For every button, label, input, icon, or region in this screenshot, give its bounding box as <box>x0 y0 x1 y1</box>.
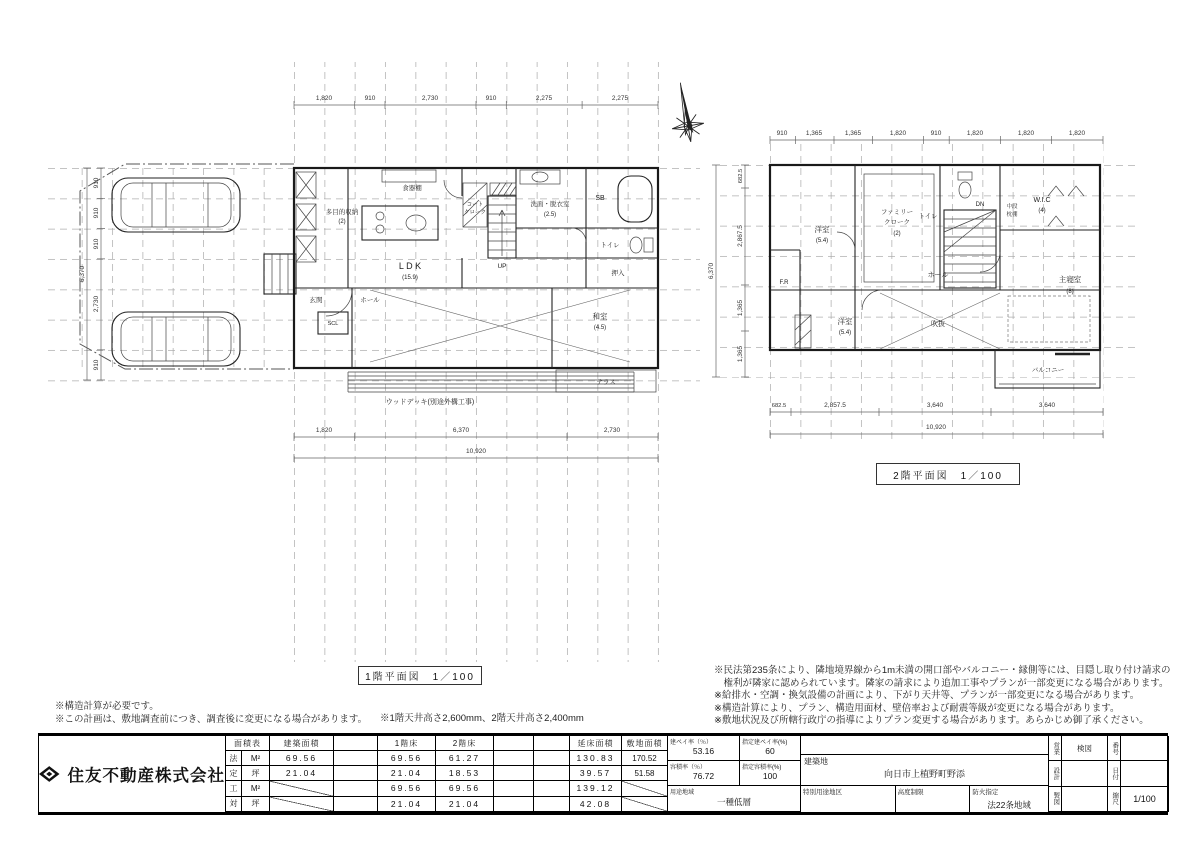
row-label: 工 <box>226 781 242 796</box>
shitei-kenpei-label: 指定建ペイ率(%) <box>742 740 788 746</box>
void-label: 吹抜 <box>931 321 945 328</box>
dim: 1,820 <box>1068 130 1086 137</box>
yoto-value: 一種低層 <box>716 797 751 807</box>
room-label-hall-1f: ホール <box>360 297 380 304</box>
room-label-fr: F.R <box>779 280 789 286</box>
stamp-scale-value: 1/100 <box>1121 787 1169 812</box>
dim: 3,640 <box>1038 402 1056 409</box>
site-zoning-row <box>801 786 1048 812</box>
col-header <box>534 736 570 751</box>
row-label: 対 <box>226 797 242 812</box>
cell: 69.56 <box>378 751 436 766</box>
cell: 21.04 <box>436 797 494 812</box>
room-label-storage: 多目的収納 <box>325 209 359 216</box>
room-label-oshiire: 押入 <box>611 270 625 277</box>
dim: 2,730 <box>93 295 100 313</box>
room-label-master: 主寝室 <box>1058 275 1082 284</box>
dim: 910 <box>930 130 942 137</box>
shitei-kenpei-value: 60 <box>765 746 775 756</box>
room-size-family-closet: (2) <box>893 231 901 237</box>
col-header <box>334 736 378 751</box>
cell <box>494 766 534 781</box>
plan1-caption-text: 1階平面図 1／100 <box>365 672 475 683</box>
wood-deck-label: ウッドデッキ(別途外構工事) <box>385 399 475 406</box>
terrace-label: テラス <box>596 379 616 386</box>
cell <box>334 751 378 766</box>
cell: 139.12 <box>570 781 622 796</box>
stamp-meta-scale: 縮尺 <box>1108 787 1121 812</box>
room-label-family-closet-2: クローク <box>884 219 910 226</box>
bouka-label: 防火指定 <box>972 789 999 796</box>
site-block <box>801 736 1049 812</box>
shitei-yoseki-cell <box>740 761 801 786</box>
yoseki-cell <box>668 761 740 786</box>
row-label: 定 <box>226 766 242 781</box>
cell: 69.56 <box>378 781 436 796</box>
balcony-label: バルコニー <box>1031 367 1065 374</box>
col-header: 建築面積 <box>270 736 334 751</box>
dim: 910 <box>364 95 376 102</box>
site-address-value: 向日市上植野町野添 <box>883 768 965 779</box>
cell <box>494 781 534 796</box>
stamp-meta-number: 番号 <box>1108 736 1121 761</box>
dim: 910 <box>93 177 100 189</box>
col-header: 延床面積 <box>570 736 622 751</box>
dim: 1,820 <box>1017 130 1035 137</box>
room-label-scl: SCL <box>327 321 339 327</box>
col-header: 2階床 <box>436 736 494 751</box>
dim: 910 <box>93 238 100 250</box>
note-ceiling-height-text: ※1階天井高さ2,600mm、2階天井高さ2,400mm <box>380 713 584 724</box>
note-civil-law-1: ※民法第235条により、隣地境界線から1m未満の開口部やバルコニー・縁側等には、目隠し取り付け請求の <box>714 665 1171 676</box>
bouka-cell <box>970 786 1048 812</box>
cell-slashed <box>622 797 668 812</box>
notes-left <box>55 701 367 726</box>
room-label-wic: W.I.C <box>1033 197 1051 204</box>
stamp-role-draft: 製図 <box>1049 787 1062 812</box>
room-label-coat-2: クローク <box>463 210 487 216</box>
cell: 21.04 <box>378 797 436 812</box>
dim: 2,857.5 <box>824 402 846 409</box>
dim: 682.5 <box>771 403 787 409</box>
cell: 130.83 <box>570 751 622 766</box>
yoto-label: 用途地域 <box>670 790 695 796</box>
note-plumbing: ※給排水・空調・換気設備の計画により、下がり天井等、プランが一部変更になる場合があります。 <box>714 690 1140 702</box>
cell-slashed <box>270 781 334 796</box>
stamp-block <box>1049 736 1169 812</box>
site-empty-row <box>801 736 1048 755</box>
cell <box>534 797 570 812</box>
stamp-role-design: 設計 <box>1049 761 1062 786</box>
site-address-label: 建築地 <box>804 756 828 766</box>
dim: 2,730 <box>421 95 439 102</box>
cell <box>334 797 378 812</box>
stairs-dn-label: DN <box>975 202 985 208</box>
area-table <box>226 736 668 812</box>
company-cell <box>39 736 226 812</box>
note-civil-law-2: 権利が隣家に認められています。隣家の請求により追加工事やプランが一部変更になる場合があります。 <box>714 677 1169 689</box>
notes-right <box>714 665 1171 728</box>
col-header <box>494 736 534 751</box>
shelf-label-2: 枕棚 <box>1006 212 1018 218</box>
company-name: 住友不動産株式会社 <box>67 767 225 785</box>
dim: 1,820 <box>966 130 984 137</box>
room-size-ldk: (15.9) <box>402 275 418 281</box>
cell <box>494 751 534 766</box>
dim: 1,820 <box>889 130 907 137</box>
room-size-washitsu: (4.5) <box>593 325 607 331</box>
room-label-bed1: 洋室 <box>814 225 830 234</box>
cell-slashed <box>270 797 334 812</box>
note-site-admin: ※敷地状況及び所轄行政庁の指導によりプラン変更する場合があります。あらかじめ御了承ください。 <box>714 715 1149 727</box>
yoseki-label: 容積率（％） <box>670 765 707 771</box>
dim: 1,820 <box>315 427 333 434</box>
room-size-master: (8) <box>1066 289 1074 295</box>
cell: 39.57 <box>570 766 622 781</box>
yoseki-value: 76.72 <box>692 771 715 781</box>
cell-slashed <box>622 781 668 796</box>
stamp-check-label: 検図 <box>1062 736 1108 761</box>
plan2-caption-text: 2階平面図 1／100 <box>893 470 1003 482</box>
dim-total: 10,920 <box>466 448 486 455</box>
note-survey: ※この計画は、敷地調査前につき、調査後に変更になる場合があります。 <box>55 713 368 725</box>
room-label-toilet-2f: トイレ <box>918 213 938 220</box>
note-ceiling-height <box>380 713 584 726</box>
shelf-label-1: 中段 <box>1006 204 1018 210</box>
stairs-up-label: UP <box>497 263 507 270</box>
room-label-hall-2f: ホール <box>927 272 949 279</box>
stamp-draft-value <box>1062 787 1108 812</box>
cell: 21.04 <box>270 766 334 781</box>
dim: 6,370 <box>452 427 470 434</box>
dim: 2,867.5 <box>737 225 744 247</box>
dim: 3,640 <box>926 402 944 409</box>
dim-total: 6,370 <box>79 265 86 283</box>
room-label-bath: SB <box>595 195 605 202</box>
room-size-bed2: (5.4) <box>838 330 852 336</box>
cell: 42.08 <box>570 797 622 812</box>
room-label-ldk: L D K <box>398 261 422 271</box>
dim: 1,365 <box>737 299 744 317</box>
north-compass <box>665 80 707 145</box>
cell <box>334 781 378 796</box>
room-label-washitsu: 和室 <box>592 312 608 321</box>
room-size-wic: (4) <box>1038 208 1046 214</box>
tokubetsu-cell <box>801 786 896 812</box>
room-size-bed1: (5.4) <box>815 238 829 244</box>
yoto-cell <box>668 786 801 812</box>
room-label-cupboard: 食器棚 <box>402 185 422 192</box>
room-label-washroom: 洗面・脱衣室 <box>530 201 570 208</box>
room-label-coat-1: コート <box>466 202 484 208</box>
room-size-storage: (2) <box>338 219 346 225</box>
koudo-label: 高度制限 <box>897 789 924 796</box>
dim: 2,275 <box>535 95 553 102</box>
cell: 69.56 <box>270 751 334 766</box>
cell: 69.56 <box>436 781 494 796</box>
bouka-value: 法22条地域 <box>987 800 1031 810</box>
note-structural: ※構造計算が必要です。 <box>55 701 159 712</box>
cell: 21.04 <box>378 766 436 781</box>
dim: 1,365 <box>844 130 862 137</box>
shitei-yoseki-value: 100 <box>762 771 778 781</box>
cell: 18.53 <box>436 766 494 781</box>
dim: 910 <box>485 95 497 102</box>
stamp-role-sales: 営業 <box>1049 736 1062 761</box>
dim: 1,365 <box>805 130 823 137</box>
cell <box>534 781 570 796</box>
module-grid <box>46 62 1135 662</box>
dim: 910 <box>776 130 788 137</box>
plan2-caption <box>876 463 1020 485</box>
dim: 682.5 <box>738 168 744 184</box>
cell <box>334 766 378 781</box>
ratio-block <box>668 736 801 812</box>
dim-total: 10,920 <box>926 424 946 431</box>
room-label-bed2: 洋室 <box>837 317 853 326</box>
dim: 1,365 <box>737 345 744 363</box>
dim: 1,820 <box>315 95 333 102</box>
room-size-washroom: (2.5) <box>543 212 557 218</box>
stamp-number-value <box>1121 736 1169 761</box>
tokubetsu-label: 特別用途地区 <box>803 789 842 796</box>
col-header: 敷地面積 <box>622 736 668 751</box>
dim: 2,275 <box>611 95 629 102</box>
row-unit: 坪 <box>242 797 270 812</box>
title-block <box>38 733 1168 815</box>
site-address-cell <box>801 755 1048 786</box>
stamp-date-value <box>1121 761 1169 786</box>
cell: 170.52 <box>622 751 668 766</box>
plan1-caption <box>358 666 482 685</box>
kenpei-value: 53.16 <box>692 746 715 756</box>
row-label: 法 <box>226 751 242 766</box>
row-unit: M² <box>242 781 270 796</box>
room-label-genkan: 玄関 <box>309 297 323 304</box>
room-label-toilet-1f: トイレ <box>600 242 620 249</box>
note-structure-change: ※構造計算により、プラン、構造用面材、壁倍率および耐震等級が変更になる場合があります。 <box>714 702 1120 714</box>
sumitomo-logo-icon <box>39 761 60 787</box>
cell: 61.27 <box>436 751 494 766</box>
room-label-family-closet-1: ファミリー <box>880 209 914 216</box>
cell: 51.58 <box>622 766 668 781</box>
shitei-yoseki-label: 指定容積率(%) <box>742 765 782 771</box>
shitei-kenpei-cell <box>740 736 801 761</box>
kenpei-label: 建ペイ率（％） <box>670 740 713 746</box>
kenpei-cell <box>668 736 740 761</box>
stamp-check-value <box>1062 761 1108 786</box>
col-header: 1階床 <box>378 736 436 751</box>
cell <box>494 797 534 812</box>
cell <box>534 766 570 781</box>
stamp-meta-date: 日付 <box>1108 761 1121 786</box>
dim: 910 <box>93 207 100 219</box>
cell <box>534 751 570 766</box>
row-unit: 坪 <box>242 766 270 781</box>
dim: 910 <box>93 359 100 371</box>
dim: 2,730 <box>603 427 621 434</box>
koudo-cell <box>896 786 971 812</box>
row-unit: M² <box>242 751 270 766</box>
dim-total: 6,370 <box>708 262 715 280</box>
area-table-title: 面積表 <box>226 736 270 751</box>
